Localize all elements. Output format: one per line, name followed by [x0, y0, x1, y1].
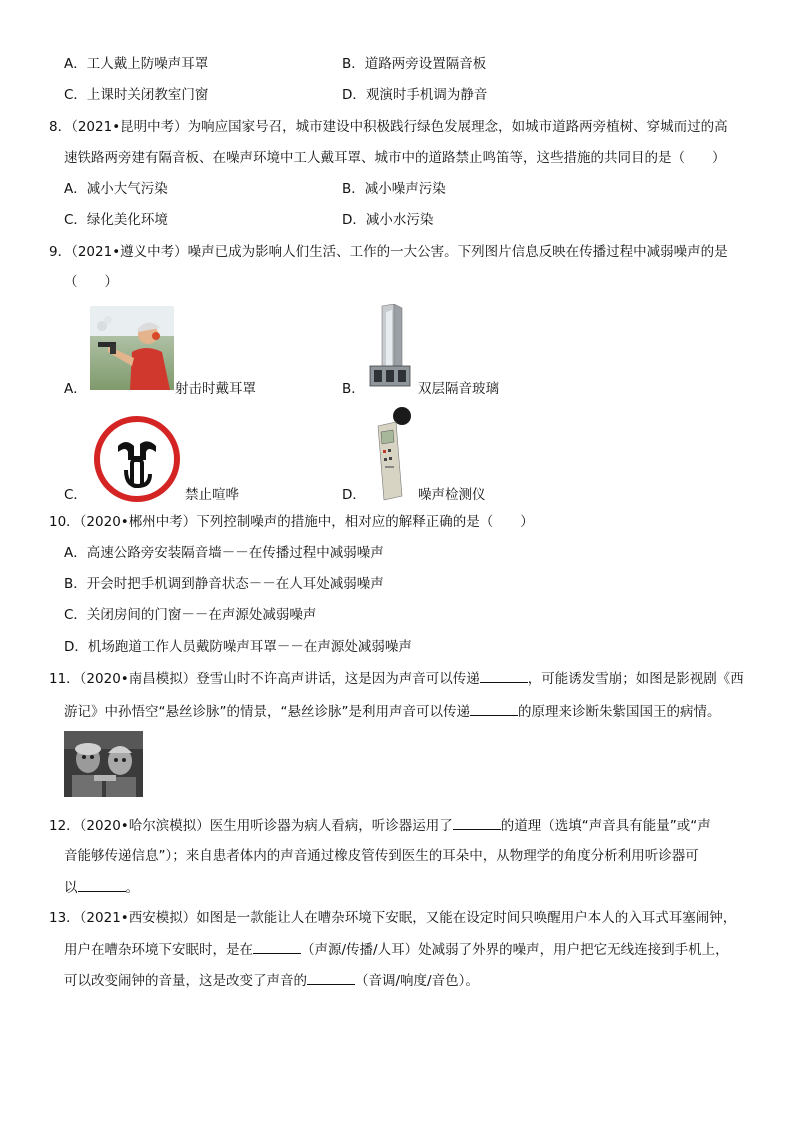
q10-option-d: D．机场跑道工作人员戴防噪声耳罩－－在声源处减弱噪声: [64, 639, 412, 655]
q13-stem-line1: 13．（2021•西安模拟）如图是一款能让人在嘈杂环境下安眠，又能在设定时间只唤醒用户本人的入耳式耳塞闹钟，: [49, 910, 737, 926]
q8-stem-line1: 8．（2021•昆明中考）为响应国家号召，城市建设中积极践行绿色发展理念，如城市道路两旁植树、穿城而过的高: [49, 119, 728, 135]
q8-option-d: D．减小水污染: [342, 212, 434, 228]
q9-stem-line1: 9．（2021•遵义中考）噪声已成为影响人们生活、工作的一大公害。下列图片信息反映在传播过程中减弱噪声的是: [49, 244, 728, 260]
q10-option-b: B．开会时把手机调到静音状态－－在人耳处减弱噪声: [64, 576, 384, 592]
q11-blank-1[interactable]: [480, 668, 528, 683]
q8-stem-line2: 速铁路两旁建有隔音板、在噪声环境中工人戴耳罩、城市中的道路禁止鸣笛等，这些措施的共同目的是（ ）: [64, 150, 726, 166]
q9-option-a-caption: 射击时戴耳罩: [175, 381, 256, 397]
q11-stem-line2: 游记》中孙悟空“悬丝诊脉”的情景，“悬丝诊脉”是利用声音可以传递 的原理来诊断朱紫国国王的病情。: [64, 701, 720, 722]
no-noise-sign-icon: [90, 416, 184, 502]
q13-stem-line3: 可以改变闹钟的音量，这是改变了声音的 （音调/响度/音色）。: [64, 970, 479, 991]
q10-option-a: A．高速公路旁安装隔音墙－－在传播过程中减弱噪声: [64, 545, 384, 561]
q8-option-b: B．减小噪声污染: [342, 181, 446, 197]
q12-stem-line3: 以 。: [64, 877, 139, 898]
q12-stem-line1: 12．（2020•哈尔滨模拟）医生用听诊器为病人看病，听诊器运用了 的道理（选填“声音具有能量”或“声: [49, 815, 711, 836]
q10-option-c: C．关闭房间的门窗－－在声源处减弱噪声: [64, 607, 317, 623]
q7-option-a: A．工人戴上防噪声耳罩: [64, 56, 209, 72]
q9-option-a-letter: A．: [64, 381, 87, 397]
q12-blank-2[interactable]: [78, 877, 126, 892]
q10-stem: 10．（2020•郴州中考）下列控制噪声的措施中，相对应的解释正确的是（ ）: [49, 514, 534, 530]
sound-meter-image: [362, 404, 414, 502]
q9-option-c-caption: 禁止喧哗: [185, 487, 239, 503]
q12-stem-line2: 音能够传递信息”）；来自患者体内的声音通过橡皮管传到医生的耳朵中，从物理学的角度分析利用听诊器可: [64, 848, 699, 864]
q7-option-b: B．道路两旁设置隔音板: [342, 56, 487, 72]
q8-option-a: A．减小大气污染: [64, 181, 168, 197]
q9-option-b-caption: 双层隔音玻璃: [418, 381, 499, 397]
q7-option-d: D．观演时手机调为静音: [342, 87, 488, 103]
q11-stem-line1: 11．（2020•南昌模拟）登雪山时不许高声讲话，这是因为声音可以传递 ，可能诱发雪崩；如图是影视剧《西: [49, 668, 744, 689]
q9-stem-line2: （ ）: [64, 274, 118, 290]
q13-blank-2[interactable]: [307, 970, 355, 985]
q9-option-d-letter: D．: [342, 487, 366, 503]
q7-option-c: C．上课时关闭教室门窗: [64, 87, 209, 103]
q9-option-b-letter: B．: [342, 381, 365, 397]
double-glazing-image: [366, 304, 416, 390]
q9-option-c-letter: C．: [64, 487, 87, 503]
q11-blank-2[interactable]: [470, 701, 518, 716]
q8-option-c: C．绿化美化环境: [64, 212, 168, 228]
q9-option-d-caption: 噪声检测仪: [418, 487, 486, 503]
q12-blank-1[interactable]: [453, 815, 501, 830]
q13-blank-1[interactable]: [253, 939, 301, 954]
q13-stem-line2: 用户在嘈杂环境下安眠时，是在 （声源/传播/人耳）处减弱了外界的噪声，用户把它无线连接到手机上，: [64, 939, 729, 960]
shooter-earmuffs-image: [90, 306, 174, 390]
journey-west-still-image: [64, 731, 143, 797]
